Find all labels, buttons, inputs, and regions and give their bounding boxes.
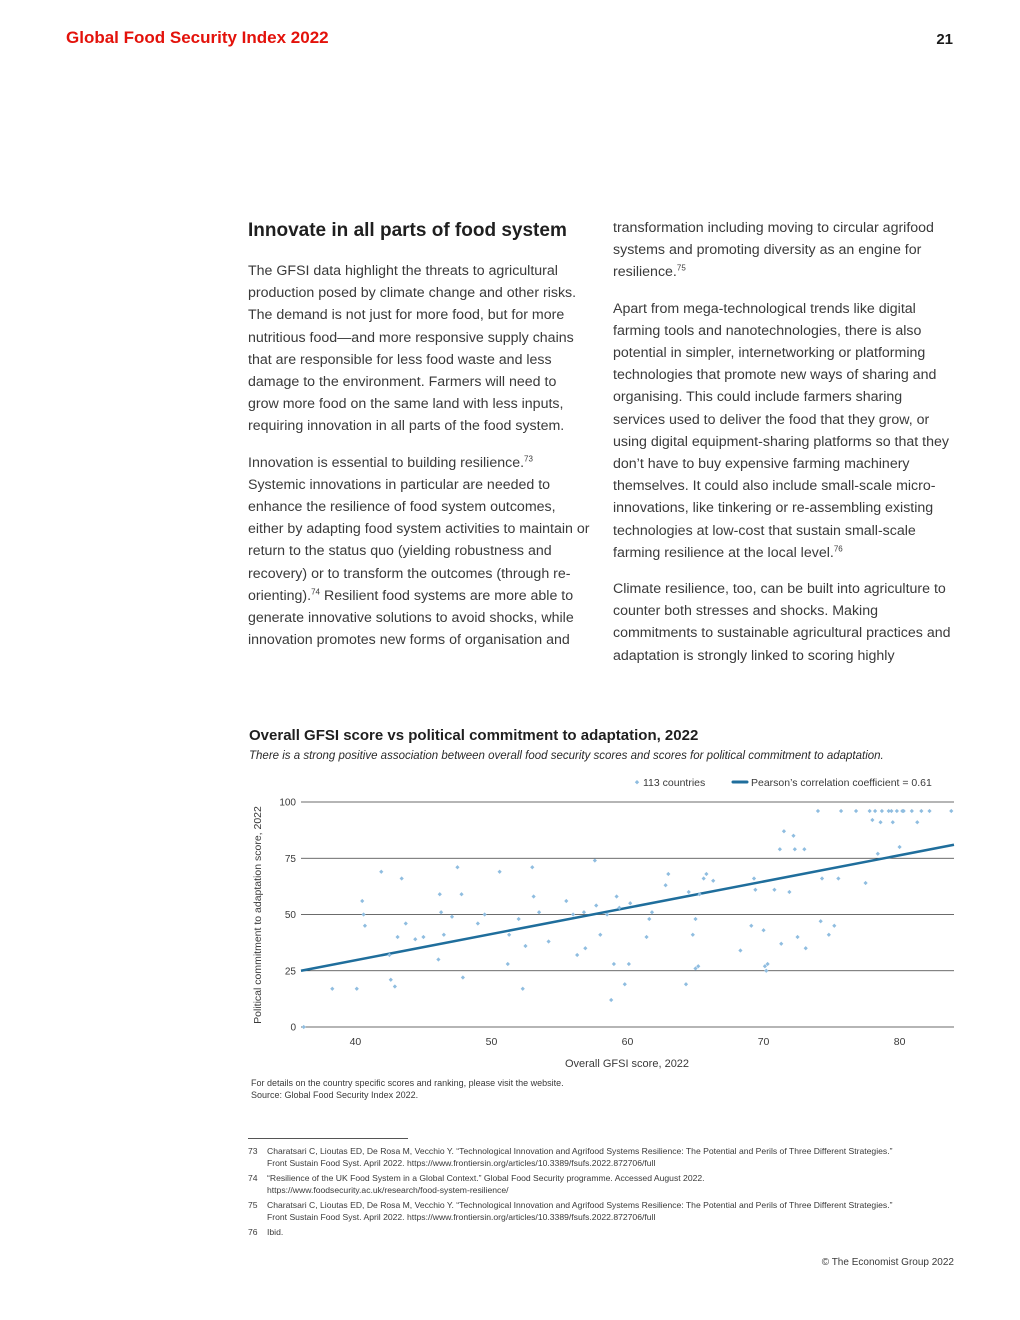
footnote-number: 74 [248, 1173, 258, 1183]
data-point [530, 865, 534, 869]
data-point [609, 998, 613, 1002]
data-point [644, 935, 648, 939]
paragraph-text: Apart from mega-technological trends like digital farming tools and nanotechnologies, there is also potential in simpler, internetworking or platforming technologies that promote new ways of sharing and organising. This could include farmers sharing services used to deliver the food that they grow, or using digital equipment-sharing platforms so that they don’t have to buy expensive farming machinery themselves. It could also include small-scale micro-innovations, like tinkering or re-assembling existing technologies at low-cost that sustain small-scale farming resilience at the local level. [613, 300, 949, 561]
data-point [870, 818, 874, 822]
data-point [582, 910, 586, 914]
data-point [693, 917, 697, 921]
data-point [476, 921, 480, 925]
data-point [897, 845, 901, 849]
footnote-text [267, 1199, 958, 1223]
footnote [248, 1172, 958, 1196]
data-point [927, 809, 931, 813]
data-point [816, 809, 820, 813]
data-point [910, 809, 914, 813]
footnote-ref: 76 [833, 544, 843, 554]
data-point [738, 948, 742, 952]
x-tick-label: 50 [485, 1036, 498, 1048]
data-point [919, 809, 923, 813]
data-point [804, 946, 808, 950]
data-point [546, 939, 550, 943]
data-point [459, 892, 463, 896]
data-point [523, 944, 527, 948]
data-point [863, 881, 867, 885]
data-point [854, 809, 858, 813]
data-point [400, 876, 404, 880]
data-point [594, 903, 598, 907]
paragraph [613, 217, 958, 284]
data-point [330, 987, 334, 991]
data-point [868, 809, 872, 813]
data-point [832, 924, 836, 928]
data-point [819, 919, 823, 923]
footnote-ref: 74 [311, 587, 320, 597]
data-point [521, 987, 525, 991]
data-point [891, 820, 895, 824]
legend [635, 777, 932, 789]
data-point [498, 870, 502, 874]
data-point [571, 912, 575, 916]
data-point [302, 1025, 306, 1029]
data-point [795, 935, 799, 939]
data-point [436, 957, 440, 961]
data-point [704, 872, 708, 876]
data-point [395, 935, 399, 939]
data-point [506, 962, 510, 966]
data-point [749, 924, 753, 928]
data-point [438, 892, 442, 896]
footnote [248, 1226, 958, 1238]
footnote-line: Charatsari C, Lioutas ED, De Rosa M, Vecchio Y. “Technological Innovation and Agrifood Systems Resilience: The Potential and Perils of Three Different Strategies.” [267, 1200, 893, 1210]
data-point [772, 888, 776, 892]
data-point [450, 915, 454, 919]
footnote-ref: 75 [676, 263, 686, 273]
data-point [753, 888, 757, 892]
footnote-line: Front Sustain Food Syst. April 2022. https://www.frontiersin.org/articles/10.3389/fsufs.2022.872706/full [267, 1212, 656, 1222]
footnote-number: 73 [248, 1146, 258, 1156]
data-point [532, 894, 536, 898]
footnote [248, 1145, 958, 1169]
y-tick-label: 100 [279, 797, 296, 809]
footnote-line: Front Sustain Food Syst. April 2022. https://www.frontiersin.org/articles/10.3389/fsufs.2022.872706/full [267, 1158, 656, 1168]
data-point [461, 975, 465, 979]
x-axis-label: Overall GFSI score, 2022 [564, 1058, 690, 1070]
data-point [687, 890, 691, 894]
copyright: © The Economist Group 2022 [821, 1257, 954, 1268]
footnotes [248, 1145, 958, 1241]
data-point [827, 933, 831, 937]
footnote-text [267, 1172, 958, 1196]
data-point [787, 890, 791, 894]
data-point [820, 876, 824, 880]
x-tick-label: 80 [893, 1036, 906, 1048]
data-point [793, 847, 797, 851]
page-number: 21 [936, 31, 953, 48]
data-point [764, 969, 768, 973]
data-point [791, 834, 795, 838]
data-point [455, 865, 459, 869]
data-point [615, 894, 619, 898]
data-point [779, 942, 783, 946]
data-point [895, 809, 899, 813]
footnote-number: 76 [248, 1227, 258, 1237]
paragraph [613, 298, 958, 564]
y-tick-label: 25 [284, 966, 296, 978]
footnote-number: 75 [248, 1200, 258, 1210]
x-tick-label: 70 [757, 1036, 770, 1048]
data-point [583, 946, 587, 950]
y-tick-label: 50 [284, 910, 296, 921]
footnote-line: “Resilience of the UK Food System in a Global Context.” Global Food Security programme. Accessed August 2022. [267, 1173, 705, 1183]
legend-point-icon [635, 780, 639, 784]
footnote [248, 1199, 958, 1223]
footnote-text [267, 1226, 958, 1238]
data-point [355, 987, 359, 991]
footnote-text [267, 1145, 958, 1169]
data-point [379, 870, 383, 874]
right-column [613, 217, 958, 681]
data-point [361, 912, 365, 916]
x-tick-label: 40 [349, 1036, 362, 1048]
footnote-line: Charatsari C, Lioutas ED, De Rosa M, Vecchio Y. “Technological Innovation and Agrifood Systems Resilience: The Potential and Perils of Three Different Strategies.” [267, 1146, 893, 1156]
data-point [393, 984, 397, 988]
data-point [711, 879, 715, 883]
data-point [564, 899, 568, 903]
chart-title: Overall GFSI score vs political commitment to adaptation, 2022 [249, 727, 699, 744]
data-point [878, 820, 882, 824]
section-heading: Innovate in all parts of food system [248, 220, 567, 241]
y-tick-label: 75 [284, 853, 296, 865]
data-point [598, 933, 602, 937]
data-point [782, 829, 786, 833]
data-point [442, 933, 446, 937]
header-title: Global Food Security Index 2022 [66, 28, 329, 47]
chart-notes [251, 1077, 564, 1101]
data-point [915, 820, 919, 824]
data-point [650, 910, 654, 914]
data-point [389, 978, 393, 982]
paragraph-text: Systemic innovations in particular are needed to enhance the resilience of food system outcomes, either by adapting food system activities to maintain or return to the status quo (yielding robustness and recovery) or to transform the outcomes (through re-orienting). [248, 476, 590, 604]
data-point [627, 962, 631, 966]
data-point [421, 935, 425, 939]
data-point [628, 901, 632, 905]
data-point [836, 876, 840, 880]
data-point [537, 910, 541, 914]
paragraph: Climate resilience, too, can be built into agriculture to counter both stresses and shocks. Making commitments to sustainable agricultural practices and adaptation is strongly linked to scoring highly [613, 581, 951, 664]
data-point [873, 809, 877, 813]
data-point [623, 982, 627, 986]
data-point [507, 933, 511, 937]
scatter-chart [240, 770, 960, 1075]
data-point [839, 809, 843, 813]
y-tick-label: 0 [290, 1022, 296, 1034]
data-point [517, 917, 521, 921]
data-point [593, 858, 597, 862]
data-point [666, 872, 670, 876]
data-point [880, 809, 884, 813]
paragraph: The GFSI data highlight the threats to agricultural production posed by climate change and other risks. The demand is not just for more food, but for more nutritious food—and more responsive supply chains that are responsible for less food waste and less damage to the environment. Farmers will need to grow more food on the same land with less inputs, requiring innovation in all parts of the food system. [248, 263, 577, 435]
legend-points-label: 113 countries [643, 777, 706, 789]
footnote-line: Ibid. [267, 1227, 284, 1237]
data-point [802, 847, 806, 851]
data-point [575, 953, 579, 957]
data-point [778, 847, 782, 851]
data-point [949, 809, 953, 813]
data-point [889, 809, 893, 813]
left-column [248, 218, 590, 665]
data-point [363, 924, 367, 928]
paragraph [248, 452, 590, 652]
data-point [360, 899, 364, 903]
legend-trend-label: Pearson’s correlation coefficient = 0.61 [751, 777, 932, 789]
trend-line [301, 845, 954, 971]
data-point [761, 928, 765, 932]
data-point [647, 917, 651, 921]
data-point [752, 876, 756, 880]
footnote-ref: 73 [524, 453, 533, 463]
data-point [691, 933, 695, 937]
footnote-divider [248, 1138, 408, 1139]
data-point [483, 912, 487, 916]
data-point [404, 921, 408, 925]
paragraph-text: Innovation is essential to building resilience. [248, 454, 525, 471]
paragraph-text: Resilient food systems are more able to generate innovative solutions to avoid shocks, while innovation promotes new forms of organisation and [248, 587, 574, 649]
x-tick-label: 60 [621, 1036, 634, 1048]
data-point [684, 982, 688, 986]
chart-subtitle: There is a strong positive association between overall food security scores and scores for political commitment to adaptation. [249, 750, 884, 762]
paragraph-text: transformation including moving to circular agrifood systems and promoting diversity as an engine for resilience. [613, 220, 934, 281]
data-point [702, 876, 706, 880]
chart-note: For details on the country specific scores and ranking, please visit the website. [251, 1078, 564, 1088]
data-point [413, 937, 417, 941]
data-point [439, 910, 443, 914]
y-axis-label: Political commitment to adaptation score, 2022 [252, 806, 264, 1024]
data-point [876, 852, 880, 856]
chart-source: Source: Global Food Security Index 2022. [251, 1090, 419, 1100]
data-point [663, 883, 667, 887]
data-point [612, 962, 616, 966]
footnote-line: https://www.foodsecurity.ac.uk/research/food-system-resilience/ [267, 1185, 509, 1195]
